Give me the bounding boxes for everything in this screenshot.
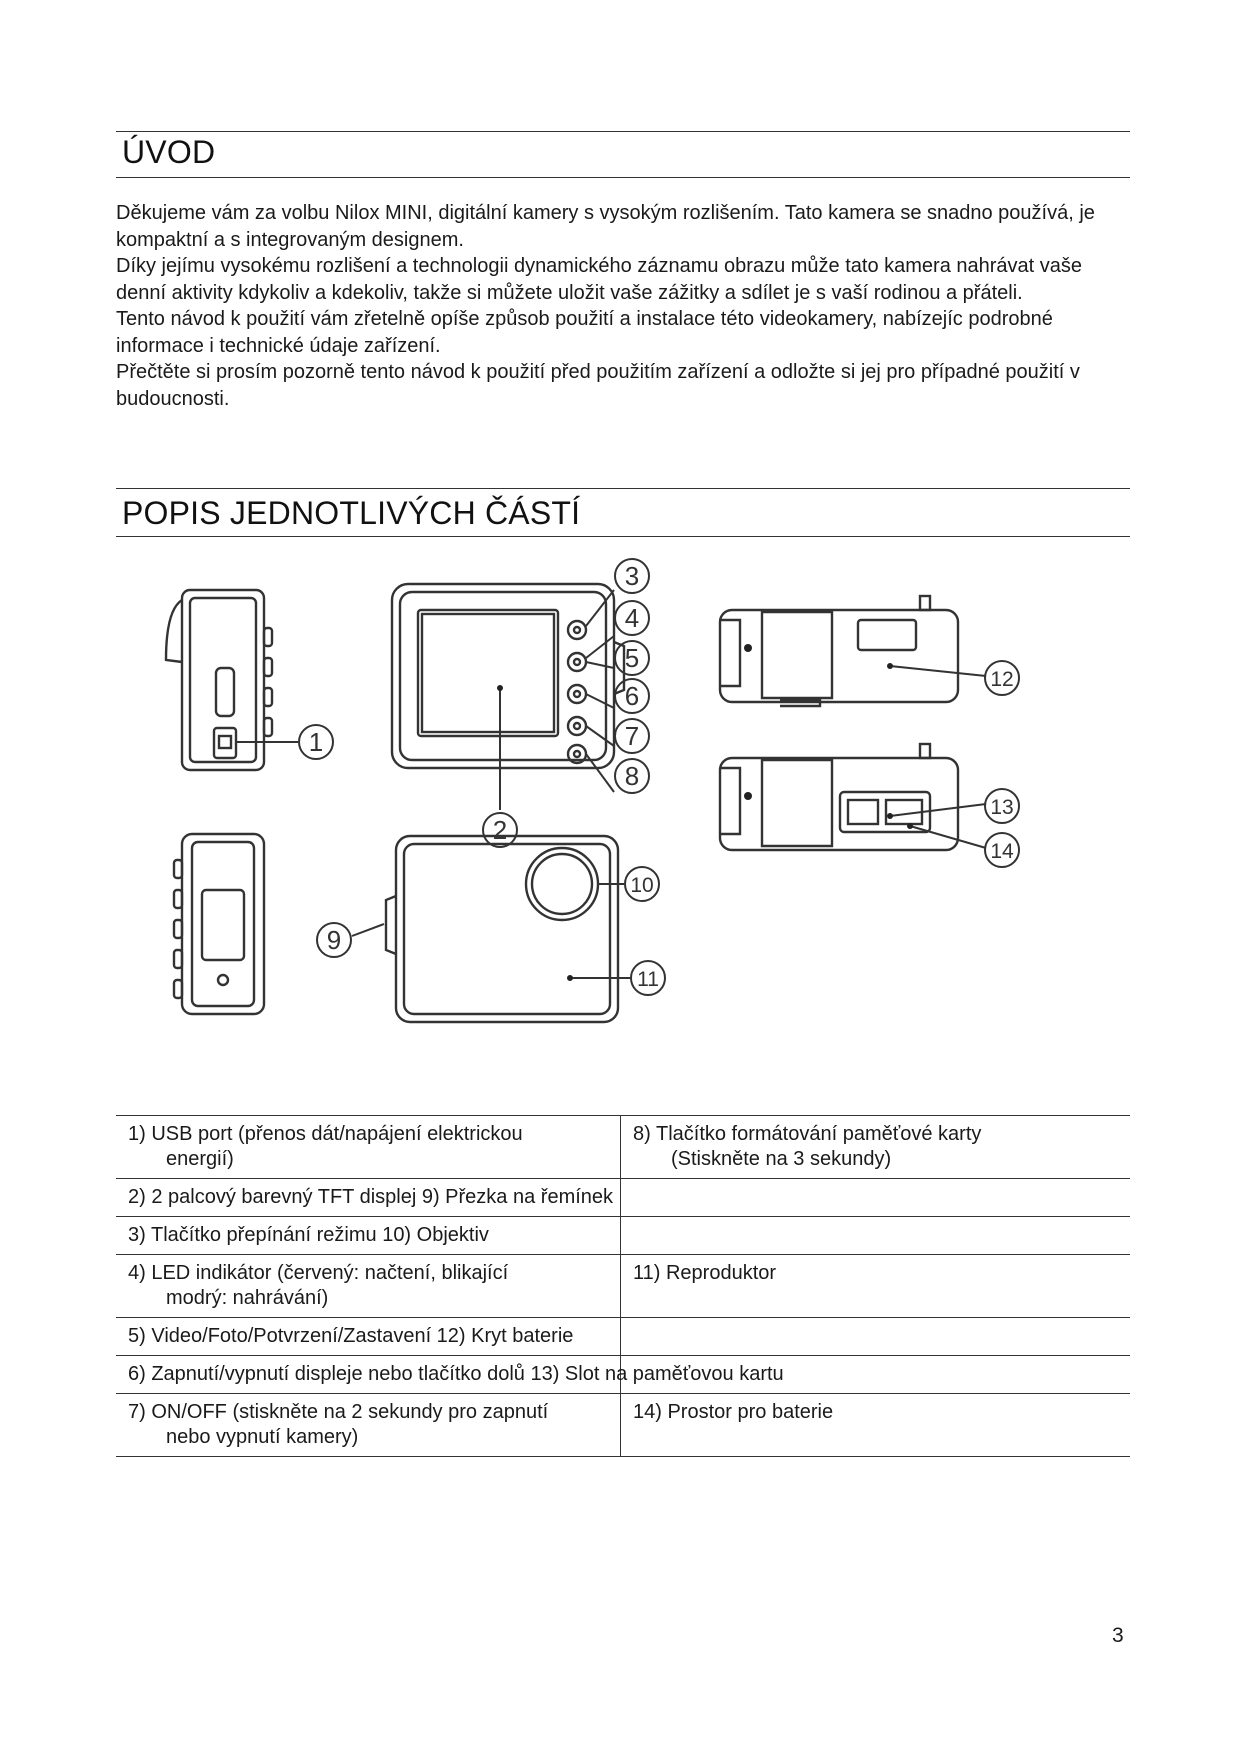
table-cell <box>116 1394 621 1457</box>
part-4-label-cont: modrý: nahrávání) <box>166 1287 329 1309</box>
parts-bottom-rule <box>116 536 1130 537</box>
part-8-label: 8) Tlačítko formátování paměťové karty <box>633 1123 982 1145</box>
camera-bottom-view <box>720 744 958 850</box>
table-cell <box>116 1116 621 1179</box>
camera-parts-diagram <box>130 550 1100 1090</box>
table-row <box>116 1318 1130 1356</box>
callout-labels <box>309 561 1014 991</box>
intro-paragraph-1: Děkujeme vám za volbu Nilox MINI, digitální kamery s vysokým rozlišením. Tato kamera se snadno používá, je kompaktní a s integrovaným designem. <box>116 202 1095 251</box>
intro-text <box>116 200 1126 412</box>
parts-table <box>116 1115 1130 1457</box>
part-1-label-cont: energií) <box>166 1148 234 1170</box>
part-5-12-label: 5) Video/Foto/Potvrzení/Zastavení 12) Kryt baterie <box>128 1325 574 1347</box>
table-cell <box>116 1179 1130 1217</box>
table-row <box>116 1116 1130 1179</box>
callout-3: 3 <box>624 561 640 591</box>
table-cell <box>116 1217 621 1255</box>
table-row <box>116 1217 1130 1255</box>
table-cell <box>116 1318 1130 1356</box>
part-11-label: 11) Reproduktor <box>633 1262 777 1284</box>
diagram-dots <box>497 644 913 981</box>
camera-diagram-svg <box>130 550 1100 1090</box>
table-row <box>116 1255 1130 1318</box>
table-cell <box>621 1217 1131 1255</box>
camera-back-view <box>386 836 618 1022</box>
table-cell <box>621 1116 1131 1179</box>
intro-bottom-rule <box>116 177 1130 178</box>
table-cell <box>621 1394 1131 1457</box>
part-3-10-label: 3) Tlačítko přepínání režimu 10) Objektiv <box>128 1224 489 1246</box>
callout-5: 5 <box>624 643 640 673</box>
parts-top-rule <box>116 488 1130 489</box>
callout-6: 6 <box>624 681 640 711</box>
table-row <box>116 1356 1130 1394</box>
part-1-label: 1) USB port (přenos dát/napájení elektrickou <box>128 1123 523 1145</box>
part-14-label: 14) Prostor pro baterie <box>633 1401 834 1423</box>
callout-14: 14 <box>990 840 1014 863</box>
callout-1: 1 <box>308 727 324 757</box>
table-cell <box>116 1255 621 1318</box>
part-4-label: 4) LED indikátor (červený: načtení, blikající <box>128 1262 509 1284</box>
intro-paragraph-3: Tento návod k použití vám zřetelně opíše způsob použití a instalace této videokamery, nabízejíc podrobné informace i technické údaje zařízení. <box>116 308 1053 357</box>
callout-8: 8 <box>624 761 640 791</box>
table-row <box>116 1179 1130 1217</box>
part-6-13-label: 6) Zapnutí/vypnutí displeje nebo tlačítko dolů 13) Slot na paměťovou kartu <box>128 1363 784 1385</box>
table-cell <box>116 1356 1130 1394</box>
table-cell <box>621 1255 1131 1318</box>
intro-top-rule <box>116 131 1130 132</box>
part-7-label-cont: nebo vypnutí kamery) <box>166 1426 359 1448</box>
callout-9: 9 <box>326 925 342 955</box>
intro-paragraph-2: Díky jejímu vysokému rozlišení a technologii dynamického záznamu obrazu může tato kamera nahrávat vaše denní aktivity kdykoliv a kdekoliv, takže si můžete uložit vaše zážitky a sdílet je s vaší rodinou a přáteli. <box>116 255 1083 304</box>
part-2-9-label: 2) 2 palcový barevný TFT displej 9) Přezka na řemínek <box>128 1186 614 1208</box>
part-7-label: 7) ON/OFF (stiskněte na 2 sekundy pro zapnutí <box>128 1401 549 1423</box>
page-number: 3 <box>1112 1624 1124 1647</box>
callout-circles <box>299 559 1019 995</box>
callout-4: 4 <box>624 603 640 633</box>
callout-12: 12 <box>990 668 1014 691</box>
callout-2: 2 <box>492 815 508 845</box>
parts-heading: POPIS JEDNOTLIVÝCH ČÁSTÍ <box>122 495 581 531</box>
table-row <box>116 1394 1130 1457</box>
camera-front-view <box>392 584 624 768</box>
part-8-label-cont: (Stiskněte na 3 sekundy) <box>671 1148 892 1170</box>
callout-10: 10 <box>630 874 654 897</box>
camera-side-view-strap <box>174 834 264 1014</box>
intro-heading: ÚVOD <box>122 134 216 170</box>
callout-13: 13 <box>990 796 1014 819</box>
callout-11: 11 <box>637 968 659 991</box>
camera-top-view <box>720 596 958 706</box>
intro-paragraph-4: Přečtěte si prosím pozorně tento návod k použití před použitím zařízení a odložte si jej pro případné použití v budoucnosti. <box>116 361 1080 410</box>
callout-7: 7 <box>624 721 640 751</box>
